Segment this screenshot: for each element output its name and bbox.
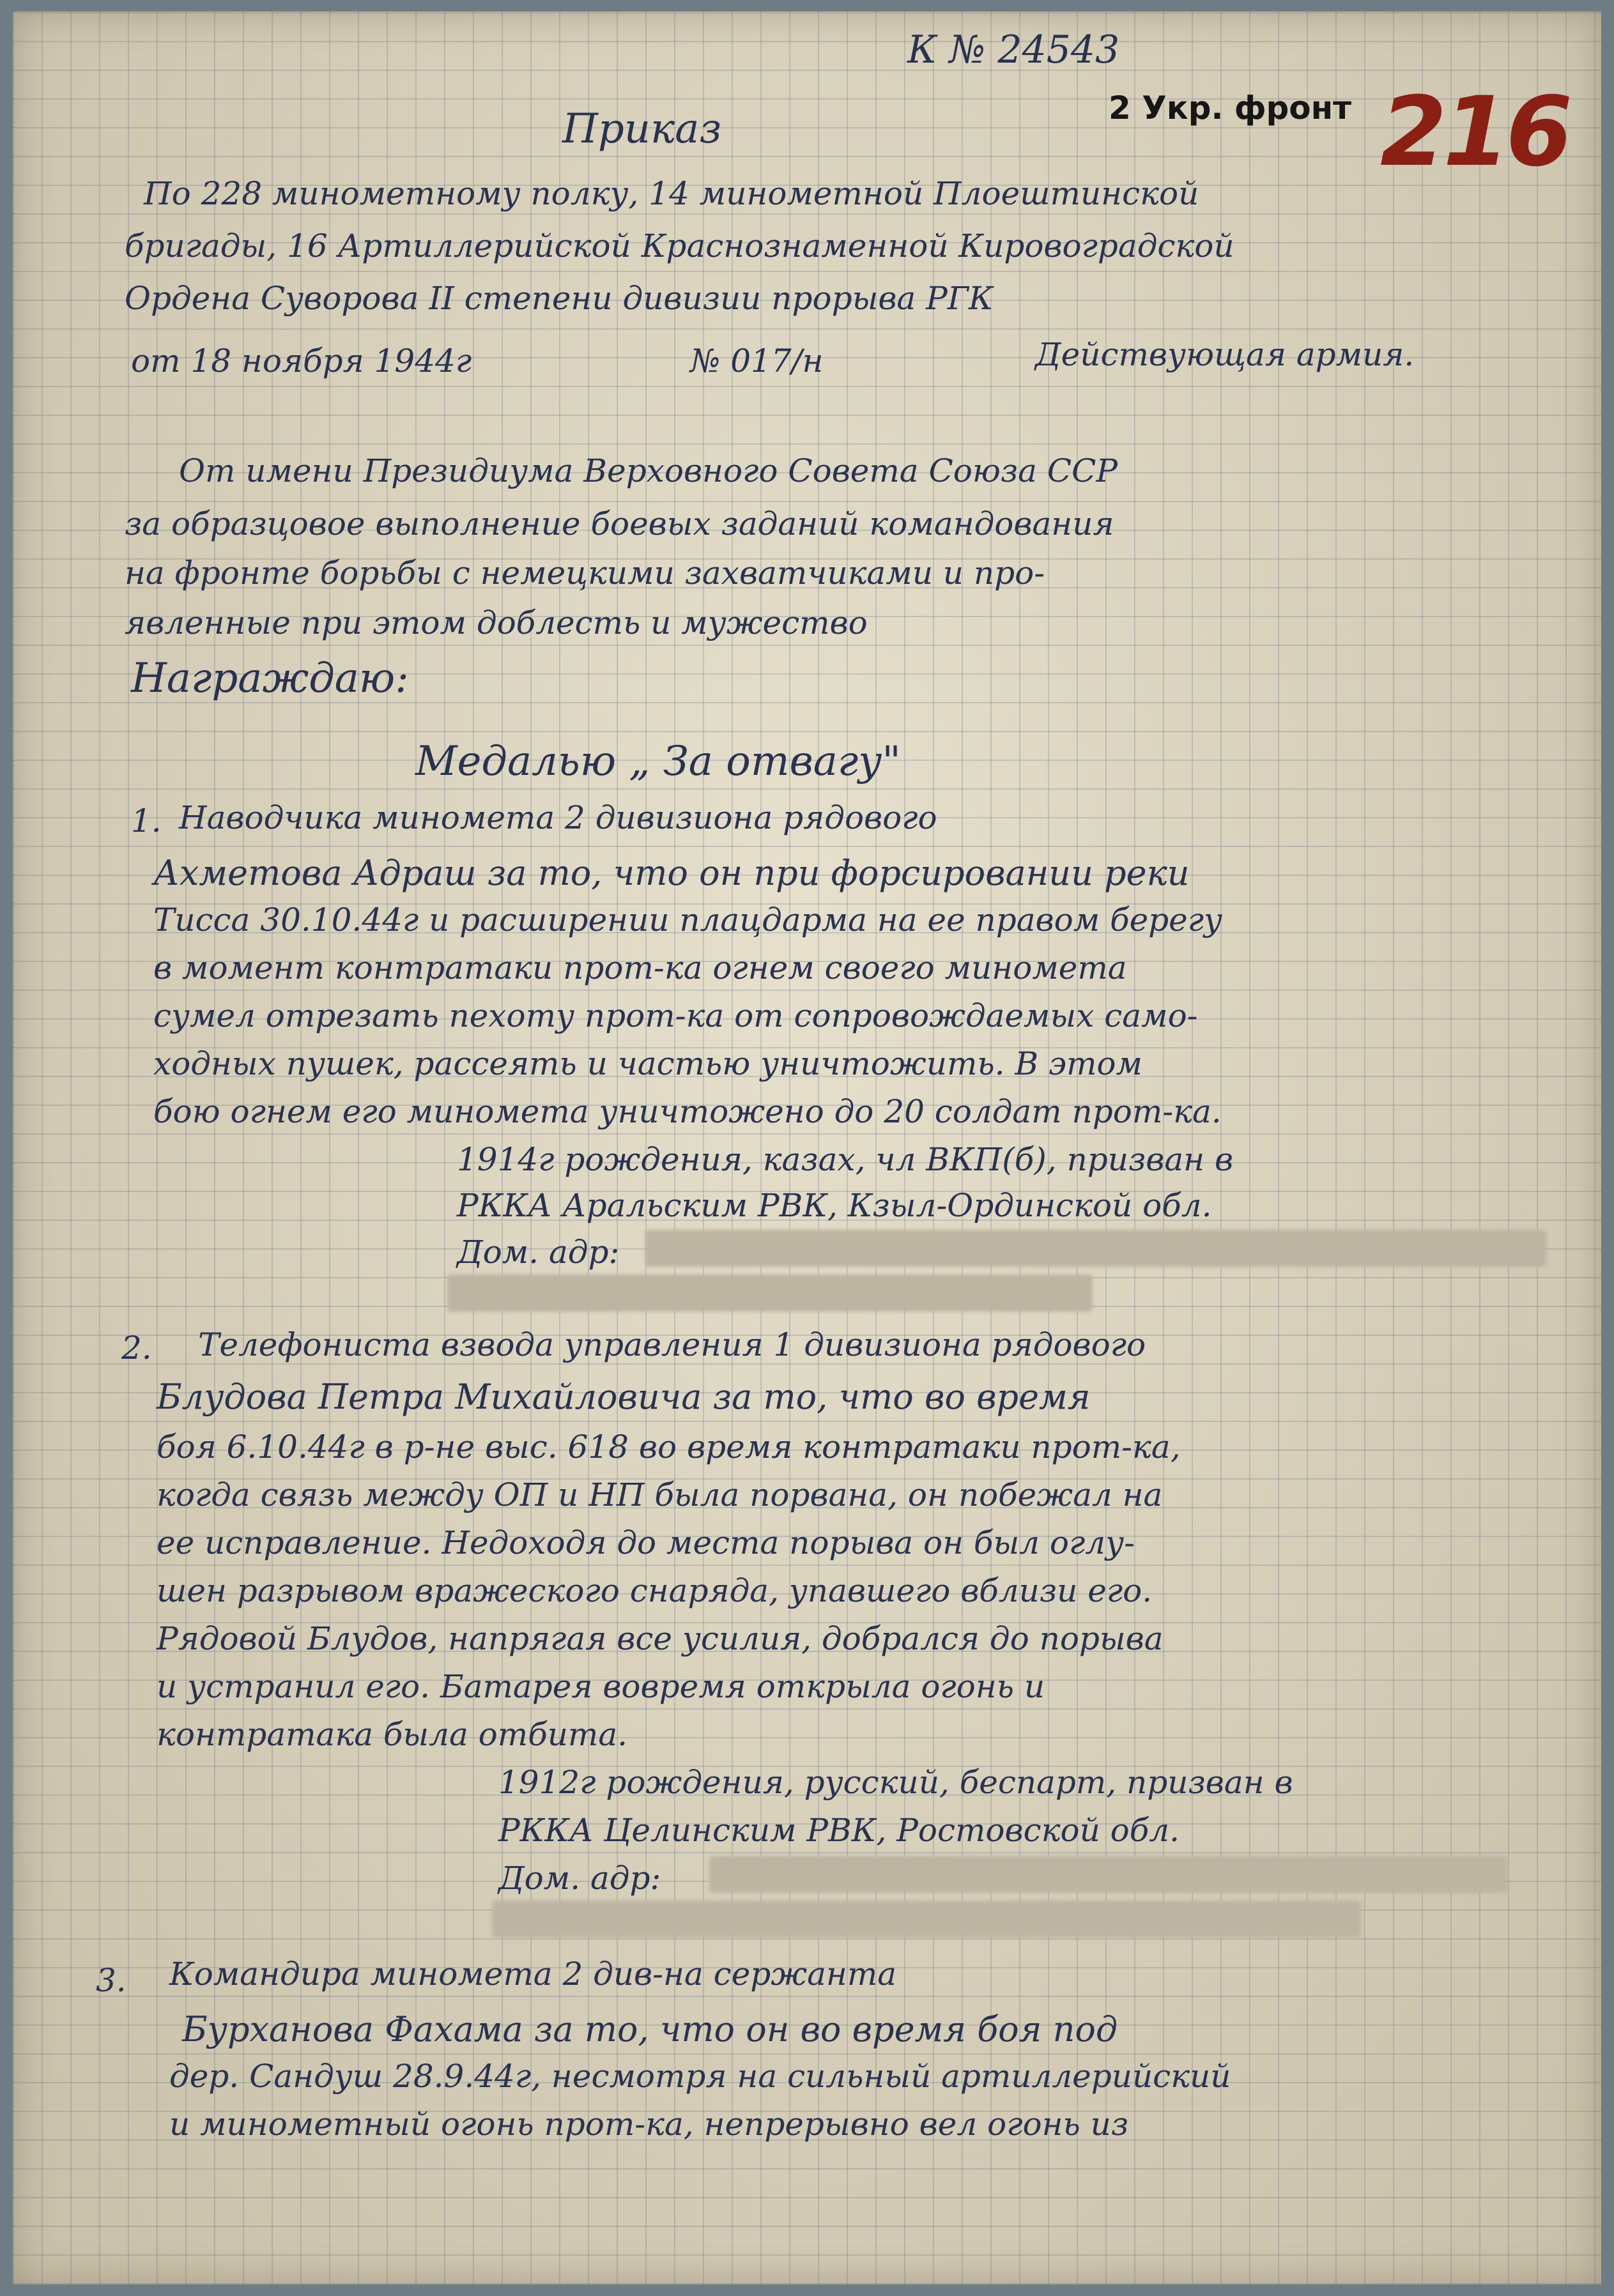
redacted-address <box>492 1901 1361 1938</box>
entry-number: 3. <box>96 1962 127 1999</box>
intro-line: за образцовое выполнение боевых заданий командования <box>125 505 1114 542</box>
entry-line: Ахметова Адраш за то, что он при форсировании реки <box>153 853 1190 893</box>
order-date: от 18 ноября 1944г <box>131 342 472 379</box>
entry-number: 2. <box>121 1329 152 1366</box>
entry-line: и минометный огонь прот-ка, непрерывно вел огонь из <box>169 2106 1129 2143</box>
intro-line: От имени Президиума Верховного Совета Союза ССР <box>179 452 1118 489</box>
award-verb: Награждаю: <box>131 655 409 702</box>
entry-line: Блудова Петра Михайловича за то, что во время <box>157 1377 1091 1417</box>
entry-line: ее исправление. Недоходя до места порыва он был оглу- <box>157 1524 1135 1561</box>
entry-bio: РККА Аральским РВК, Кзыл-Ординской обл. <box>457 1187 1212 1224</box>
entry-line: сумел отрезать пехоту прот-ка от сопровождаемых само- <box>153 997 1198 1034</box>
entry-line: боя 6.10.44г в р-не выс. 618 во время контратаки прот-ка, <box>157 1428 1181 1466</box>
entry-line: Командира миномета 2 див-на сержанта <box>169 1955 897 1993</box>
preamble-line: бригады, 16 Артиллерийской Краснознаменной Кировоградской <box>125 227 1234 264</box>
entry-bio: 1912г рождения, русский, беспарт, призван в <box>498 1764 1293 1801</box>
redacted-address <box>709 1856 1508 1893</box>
entry-line: в момент контратаки прот-ка огнем своего миномета <box>153 949 1127 986</box>
entry-bio: 1914г рождения, казах, чл ВКП(б), призван в <box>457 1141 1234 1178</box>
entry-line: Бурханова Фахама за то, что он во время боя под <box>182 2009 1118 2049</box>
folio-number: 216 <box>1380 77 1569 188</box>
entry-line: Рядовой Блудов, напрягая все усилия, добрался до порыва <box>157 1620 1164 1657</box>
entry-line: контратака была отбита. <box>157 1716 628 1753</box>
entry-line: Тисса 30.10.44г и расширении плацдарма на ее правом берегу <box>153 901 1223 938</box>
entry-line: шен разрывом вражеского снаряда, упавшего вблизи его. <box>157 1572 1153 1609</box>
entry-line: Наводчика миномета 2 дивизиона рядового <box>179 799 937 836</box>
entry-line: бою огнем его миномета уничтожено до 20 солдат прот-ка. <box>153 1093 1222 1130</box>
redacted-address <box>645 1230 1546 1267</box>
preamble-line: Ордена Суворова II степени дивизии прорыва РГК <box>125 280 994 317</box>
document-title: Приказ <box>562 105 722 153</box>
entry-line: и устранил его. Батарея вовремя открыла огонь и <box>157 1668 1045 1705</box>
entry-bio: Дом. адр: <box>498 1860 661 1897</box>
entry-bio: Дом. адр: <box>457 1234 620 1271</box>
archive-number: К № 24543 <box>907 27 1120 72</box>
medal-name: Медалью „ За отвагу" <box>415 738 901 785</box>
order-number: № 017/н <box>690 342 824 379</box>
front-stamp: 2 Укр. фронт <box>1109 89 1352 126</box>
entry-line: Телефониста взвода управления 1 дивизиона рядового <box>198 1326 1146 1363</box>
entry-line: ходных пушек, рассеять и частью уничтожить. В этом <box>153 1045 1142 1082</box>
entry-line: дер. Сандуш 28.9.44г, несмотря на сильный артиллерийский <box>169 2058 1231 2095</box>
intro-line: на фронте борьбы с немецкими захватчиками и про- <box>125 555 1045 592</box>
entry-bio: РККА Целинским РВК, Ростовской обл. <box>498 1812 1180 1849</box>
redacted-address <box>447 1274 1093 1312</box>
intro-line: явленные при этом доблесть и мужество <box>125 604 868 641</box>
entry-line: когда связь между ОП и НП была порвана, он побежал на <box>157 1476 1163 1513</box>
entry-number: 1. <box>131 802 162 839</box>
order-place: Действующая армия. <box>1035 336 1415 373</box>
preamble-line: По 228 минометному полку, 14 минометной Плоештинской <box>144 175 1199 212</box>
